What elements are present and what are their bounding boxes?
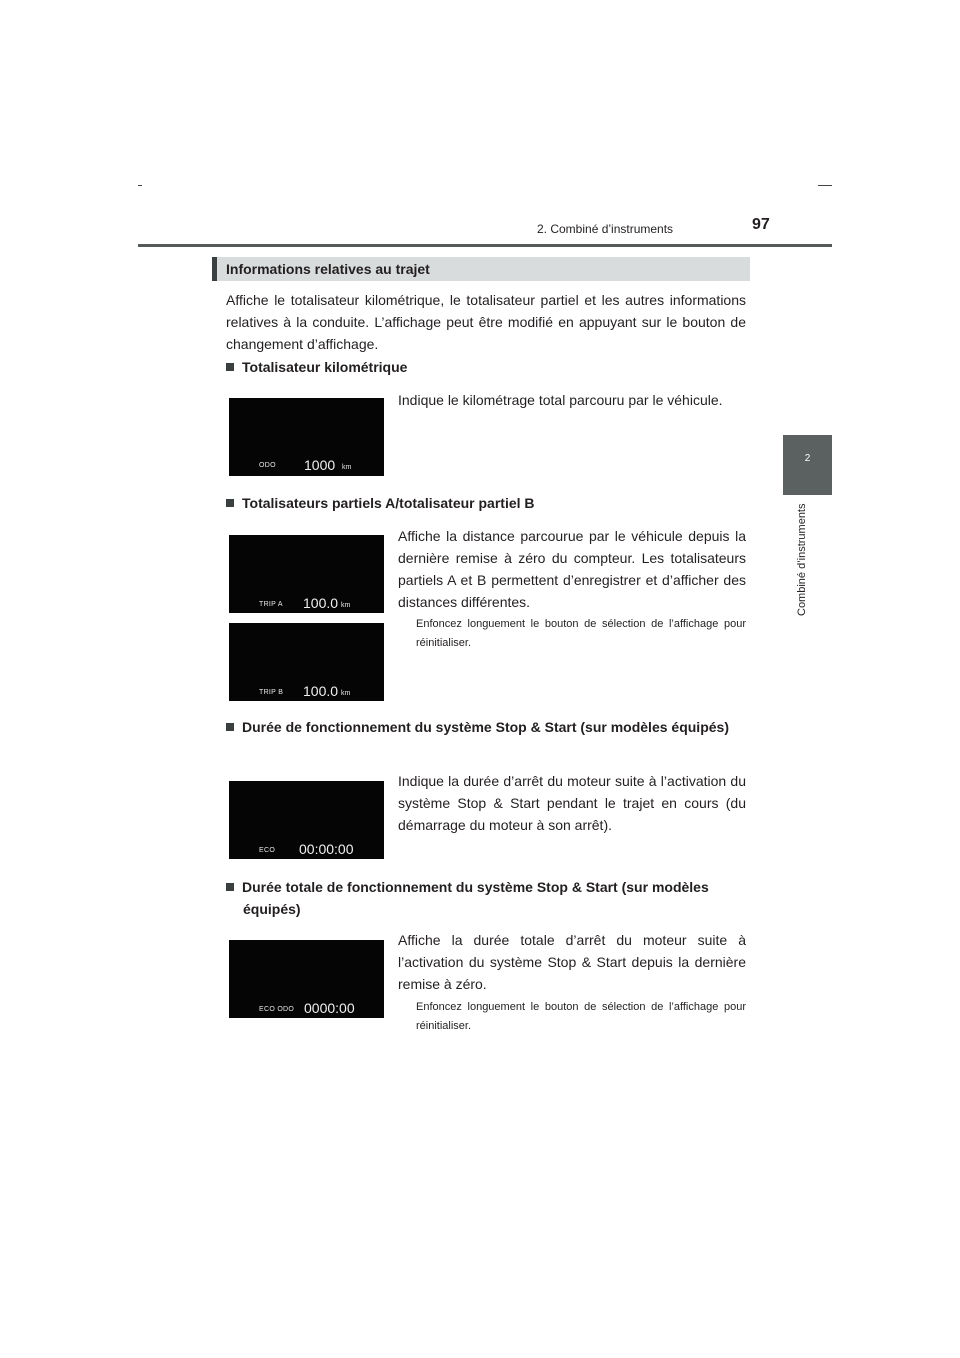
item-description: Indique le kilométrage total parcouru par le véhicule. (398, 392, 723, 408)
display-value: 00:00:00 (299, 841, 354, 857)
section-heading-accent (212, 257, 217, 281)
display-label: TRIP A (259, 601, 283, 608)
display-label: ECO (259, 847, 276, 854)
section-title: Informations relatives au trajet (226, 261, 430, 277)
display-value: 0000:00 (304, 1000, 355, 1016)
bullet-square-icon (226, 363, 234, 371)
display-unit: km (342, 464, 352, 471)
item-heading: Totalisateur kilométrique (226, 356, 407, 378)
header-rule (138, 244, 832, 247)
display-value: 100.0 (303, 595, 339, 611)
display-label: TRIP B (259, 689, 284, 696)
item-heading: Durée de fonctionnement du système Stop & Start (sur modèles équipés) (226, 716, 763, 738)
display-eco (229, 781, 384, 859)
display-value: 100.0 (303, 683, 339, 699)
chapter-number: 2 (804, 453, 811, 464)
running-header: 2. Combiné d’instruments (537, 222, 674, 236)
page-number: 97 (752, 216, 770, 233)
item-description: Affiche la distance parcourue par le véhicule depuis la dernière remise à zéro du compteur. Les totalisateurs partiels A et B permettent d’enregistrer et d’afficher des distances différentes. (398, 528, 746, 610)
intro-paragraph: Affiche le totalisateur kilométrique, le totalisateur partiel et les autres informations relatives à la conduite. L’affichage peut être modifié en appuyant sur le bouton de changement d’affichage. (226, 292, 746, 352)
bullet-square-icon (226, 499, 234, 507)
display-value: 1000 (304, 457, 336, 473)
item-heading: Totalisateurs partiels A/totalisateur partiel B (226, 492, 535, 514)
chapter-title: Combiné d’instruments (796, 504, 808, 617)
section-heading (212, 257, 750, 281)
display-eco-odo (229, 940, 384, 1018)
display-label: ECO ODO (259, 1006, 295, 1013)
bullet-square-icon (226, 723, 234, 731)
display-unit: km (341, 690, 351, 697)
item-description: Affiche la durée totale d’arrêt du moteur suite à l’activation du système Stop & Start depuis la dernière remise à zéro. (398, 932, 746, 992)
display-trip-b (229, 623, 384, 701)
item-description: Indique la durée d’arrêt du moteur suite à l’activation du système Stop & Start pendant le trajet en cours (du démarrage du moteur à son arrêt). (398, 773, 746, 833)
item-heading: Durée totale de fonctionnement du système Stop & Start (sur modèles équipés) (226, 876, 763, 920)
item-note: Enfoncez longuement le bouton de sélection de l’affichage pour réinitialiser. (416, 1001, 746, 1032)
chapter-tab (783, 435, 832, 495)
crop-mark-left (138, 185, 142, 186)
bullet-square-icon (226, 883, 234, 891)
display-unit: km (341, 602, 351, 609)
display-label: ODO (259, 462, 276, 469)
crop-mark-right (818, 185, 832, 186)
display-odometer (229, 398, 384, 476)
display-trip-a (229, 535, 384, 613)
item-note: Enfoncez longuement le bouton de sélection de l’affichage pour réinitialiser. (416, 618, 746, 649)
